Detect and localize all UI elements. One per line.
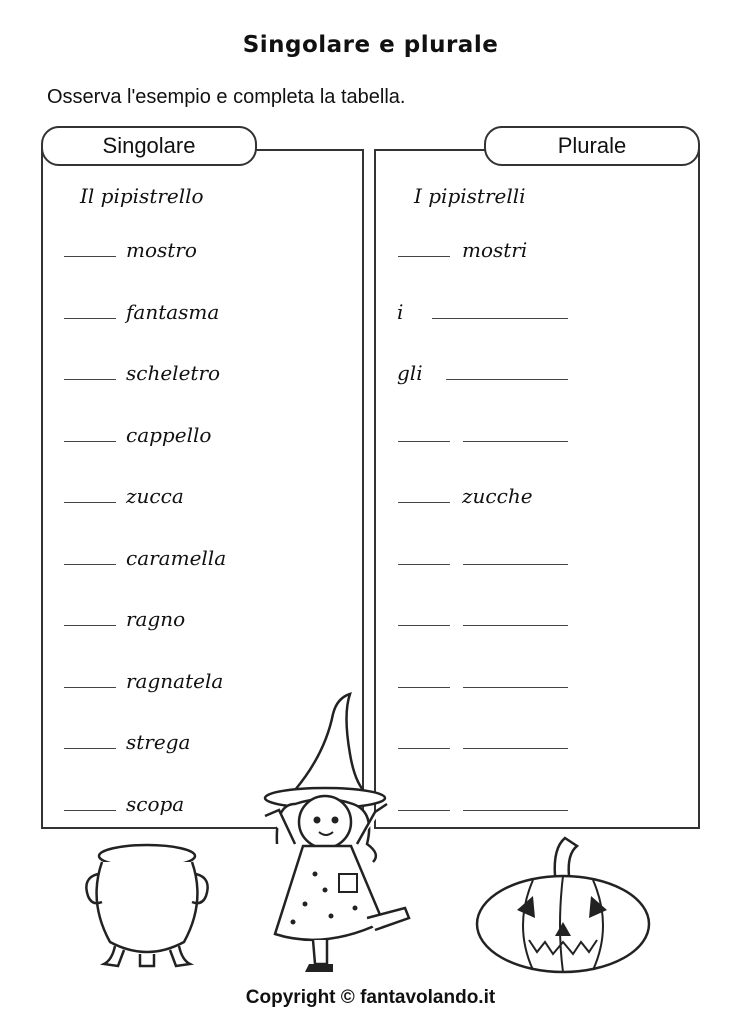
singular-word: mostro	[126, 238, 197, 262]
cauldron-icon	[80, 842, 215, 972]
plural-word-blank[interactable]	[463, 687, 568, 688]
plural-article-blank[interactable]	[398, 256, 450, 257]
singular-article-blank[interactable]	[64, 810, 116, 811]
plural-word-blank[interactable]	[463, 810, 568, 811]
plural-word-blank[interactable]	[463, 564, 568, 565]
plural-word-blank[interactable]	[446, 379, 568, 380]
plural-header: Plurale	[484, 126, 700, 166]
singular-word: strega	[126, 730, 191, 754]
plural-article-blank[interactable]	[398, 564, 450, 565]
plural-article-blank[interactable]	[398, 687, 450, 688]
singular-word: caramella	[126, 545, 227, 570]
plural-article-blank[interactable]	[398, 441, 450, 442]
plural-article: gli	[397, 361, 423, 385]
singular-word: cappello	[126, 422, 212, 447]
page-title: Singolare e plurale	[242, 32, 499, 58]
plural-word: mostri	[462, 238, 528, 262]
plural-word-blank[interactable]	[463, 625, 568, 626]
singular-article-blank[interactable]	[64, 564, 116, 565]
singular-word: ragno	[126, 607, 186, 631]
singular-article-blank[interactable]	[64, 748, 116, 749]
singular-article-blank[interactable]	[64, 318, 116, 319]
plural-word-blank[interactable]	[463, 748, 568, 749]
plural-word: zucche	[462, 484, 533, 508]
instruction-text: Osserva l'esempio e completa la tabella.	[47, 86, 406, 108]
example-plural: I pipistrelli	[414, 184, 526, 208]
singular-article-blank[interactable]	[64, 441, 116, 442]
singular-word: ragnatela	[126, 668, 224, 693]
jack-o-lantern-icon	[473, 836, 653, 976]
plural-article-blank[interactable]	[398, 625, 450, 626]
singular-header: Singolare	[41, 126, 257, 166]
singular-word: zucca	[126, 484, 184, 508]
singular-word: scopa	[126, 791, 185, 816]
singular-article-blank[interactable]	[64, 502, 116, 503]
plural-article: i	[397, 299, 404, 324]
witch-icon	[255, 694, 430, 979]
plural-word-blank[interactable]	[432, 318, 568, 319]
example-singular: Il pipistrello	[80, 184, 204, 208]
copyright-footer: Copyright © fantavolando.it	[245, 987, 496, 1008]
singular-article-blank[interactable]	[64, 687, 116, 688]
singular-word: scheletro	[126, 361, 221, 385]
plural-article-blank[interactable]	[398, 502, 450, 503]
singular-word: fantasma	[126, 299, 220, 324]
plural-word-blank[interactable]	[463, 441, 568, 442]
singular-article-blank[interactable]	[64, 379, 116, 380]
singular-article-blank[interactable]	[64, 625, 116, 626]
singular-article-blank[interactable]	[64, 256, 116, 257]
